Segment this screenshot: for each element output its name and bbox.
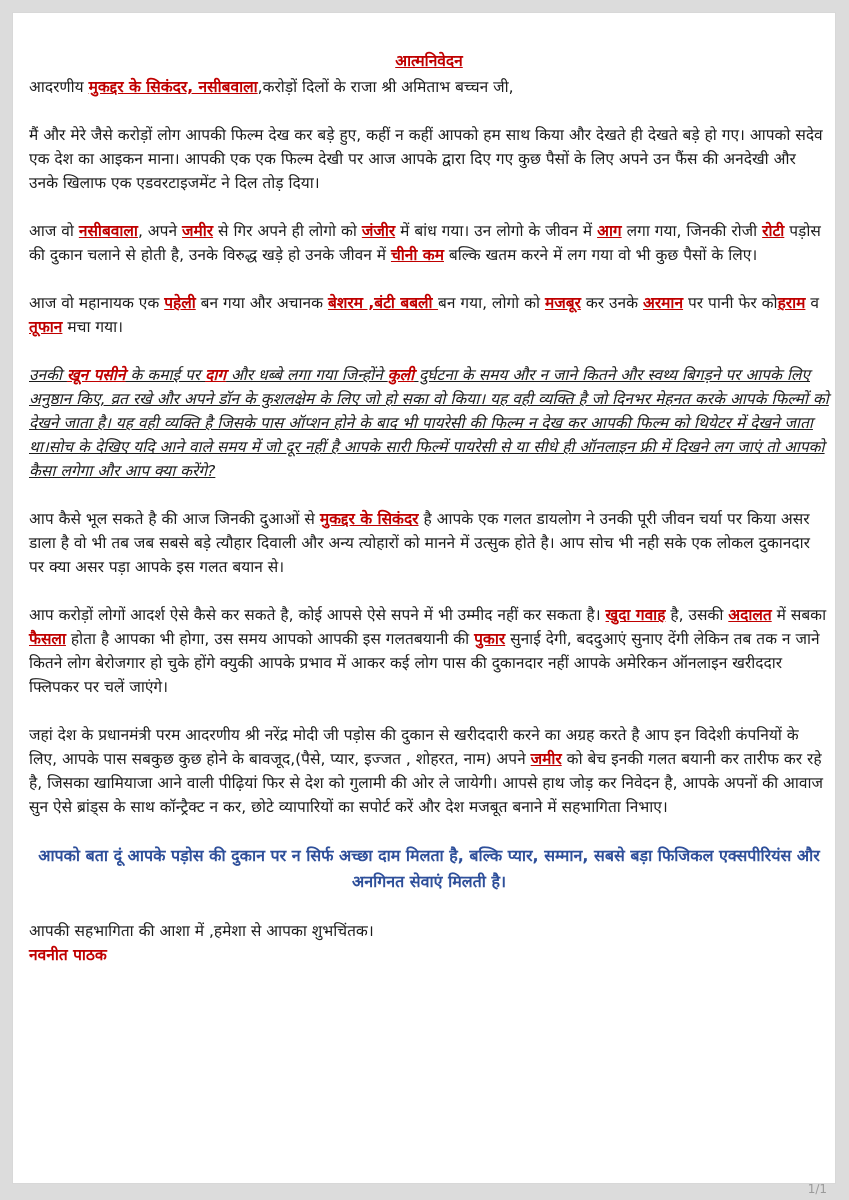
paragraph-2: आज वो नसीबवाला, अपने जमीर से गिर अपने ही लोगो को जंजीर में बांध गया। उन लोगो के जीवन में आग लगा गया, जिनकी रोजी रोटी पड़ोस की दुकान चलाने से होती है, उनके विरुद्ध खड़े हो उनके जीवन में चीनी कम बल्कि खतम करने में लग गया वो भी कुछ पैसों के लिए। <box>29 222 821 264</box>
paragraph-4-italic: उनकी खून पसीने के कमाई पर दाग और धब्बे लगा गया जिन्होंने कुली दुर्घटना के समय और न जाने कितने और स्वथ्य बिगड़ने पर आपके लिए अनुष्ठान किए, व्रत रखे और अपने डॉन के कुशलक्षेम के लिए जो हो सका वो किया। यह वही व्यक्ति है जो दिनभर मेहनत करके आपके फिल्मों को देखने जाता है। यह वही व्यक्ति है जिसके पास ऑप्शन होने के बाद भी पायरेसी की फिल्म न देख कर आपकी फिल्म को थियेटर में देखने जाता था।सोच के देखिए यदि आने वाले समय में जो दूर नहीं है आपके सारी फिल्में पायरेसी से या सीधे ही ऑनलाइन फ्री में दिखने लग जाएं तो आपको कैसा लगेगा और आप क्या करेंगे? <box>29 366 829 480</box>
paragraph-5: आप कैसे भूल सकते है की आज जिनकी दुआओं से मुकद्दर के सिकंदर है आपके एक गलत डायलोग ने उनकी पूरी जीवन चर्या पर किया असर डाला है वो भी तब जब सबसे बड़े त्यौहार दिवाली और अन्य त्योहारों को मानने में उत्सुक होते है। आप सोच भी नही सके एक लोकल दुकानदार पर क्या असर पड़ा आपके इस गलत बयान से। <box>29 510 810 576</box>
letter-body <box>29 49 829 967</box>
document-page <box>12 12 836 1184</box>
letter-title: आत्मनिवेदन <box>395 52 463 70</box>
closing-statement: आपको बता दूं आपके पड़ोस की दुकान पर न सिर्फ अच्छा दाम मिलता है, बल्कि प्यार, सम्मान, सबसे बड़ा फिजिकल एक्सपीरियंस और अनगिनत सेवाएं मिलती है। <box>38 846 820 891</box>
paragraph-1: मैं और मेरे जैसे करोड़ों लोग आपकी फिल्म देख कर बड़े हुए, कहीं न कहीं आपको हम साथ किया और देखते ही देखते बड़े हो गए। आपको सदेव एक देश का आइकन माना। आपकी एक एक फिल्म देखी पर आज आपके द्वारा दिए गए कुछ पैसों के लिए अपने उन फैंस की अनदेखी और उनके खिलाफ एक एडवरटाइजमेंट ने दिल तोड़ दिया। <box>29 126 823 192</box>
paragraph-3: आज वो महानायक एक पहेली बन गया और अचानक बेशरम ,बंटी बबली बन गया, लोगो को मजबूर कर उनके अरमान पर पानी फेर कोहराम व तूफान मचा गया। <box>29 294 819 336</box>
page-indicator: 1/1 <box>807 1182 827 1196</box>
paragraph-6: आप करोड़ों लोगों आदर्श ऐसे कैसे कर सकते है, कोई आपसे ऐसे सपने में भी उम्मीद नहीं कर सकता है। खुदा गवाह है, उसकी अदालत में सबका फैसला होता है आपका भी होगा, उस समय आपको आपकी इस गलतबयानी की पुकार सुनाई देगी, बददुआएं सुनाए देंगी लेकिन तब तक न जाने कितने लोग बेरोजगार हो चुके होंगे क्युकी आपके प्रभाव में आकर कई लोग पास की दुकानदार नहीं आपके अमेरिकन ऑनलाइन खरीददार फ्लिपकर पर चलें जाएंगे। <box>29 606 827 696</box>
salutation-highlight: मुकद्दर के सिकंदर, नसीबवाला <box>88 78 258 96</box>
signature: नवनीत पाठक <box>29 946 107 964</box>
signoff: आपकी सहभागिता की आशा में ,हमेशा से आपका शुभचिंतक। <box>29 922 374 940</box>
paragraph-7: जहां देश के प्रधानमंत्री परम आदरणीय श्री नरेंद्र मोदी जी पड़ोस की दुकान से खरीददारी करने का अग्रह करते है आप इन विदेशी कंपनियों के लिए, आपके पास सबकुछ कुछ होने के बावजूद,(पैसे, प्यार, इज्जत , शोहरत, नाम) अपने जमीर को बेच इनकी गलत बयानी कर तारीफ कर रहे है, जिसका खामियाजा आने वाली पीढ़ियां फिर से देश को गुलामी की ओर ले जायेगी। आपसे हाथ जोड़ कर निवेदन है, आपके अपनों की आवाज सुन ऐसे ब्रांड्स के साथ कॉन्ट्रैक्ट न कर, छोटे व्यापारियों का सपोर्ट करें और देश मजबूत बनाने में सहभागिता निभाए। <box>29 726 823 816</box>
salutation: आदरणीय मुकद्दर के सिकंदर, नसीबवाला,करोड़ों दिलों के राजा श्री अमिताभ बच्चन जी, <box>29 78 514 96</box>
